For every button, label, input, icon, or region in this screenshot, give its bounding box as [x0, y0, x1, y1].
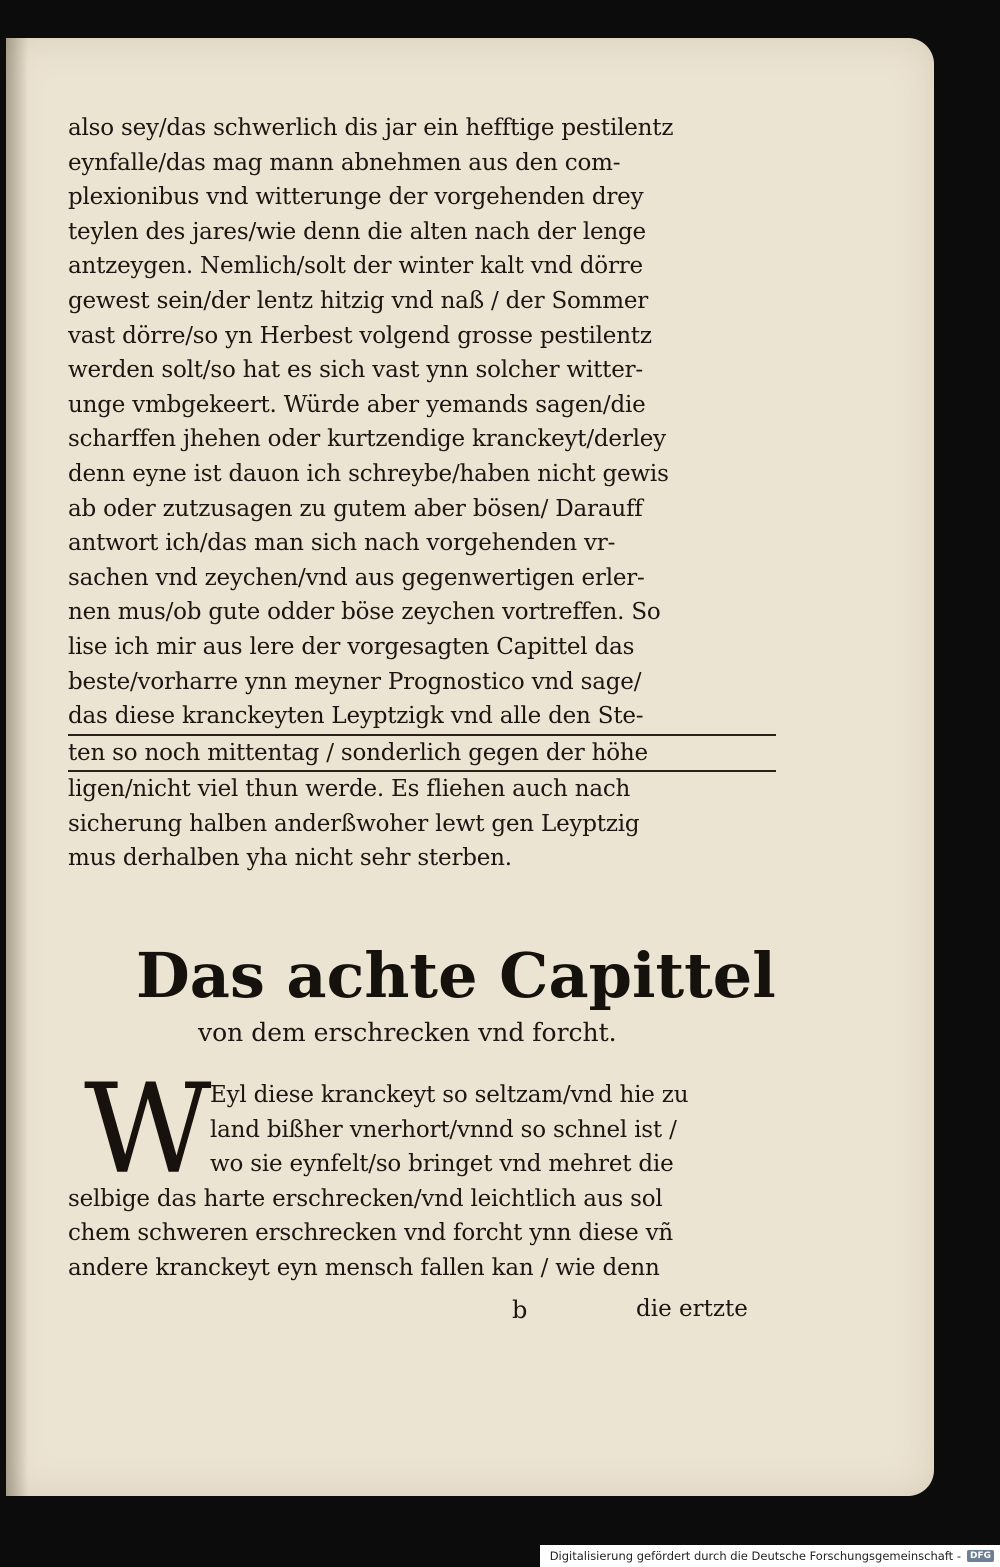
text-line: wo sie eynfelt/so bringet vnd mehret die	[210, 1151, 674, 1178]
text-line: mus derhalben yha nicht sehr sterben.	[68, 845, 512, 872]
book-page	[6, 38, 934, 1496]
text-line: eynfalle/das mag mann abnehmen aus den com-	[68, 149, 621, 176]
text-line: antzeygen. Nemlich/solt der winter kalt vnd dörre	[68, 253, 643, 280]
chapter-heading: Das achte Capittel	[136, 939, 776, 1012]
text-line: ab oder zutzusagen zu gutem aber bösen/ Darauff	[68, 495, 643, 522]
text-line: beste/vorharre ynn meyner Prognostico vnd sage/	[68, 668, 642, 695]
digitization-footer	[540, 1545, 1000, 1567]
text-line: gewest sein/der lentz hitzig vnd naß / der Sommer	[68, 287, 649, 314]
page-gutter-shadow	[6, 38, 28, 1496]
text-line: ligen/nicht viel thun werde. Es fliehen auch nach	[68, 776, 631, 803]
text-line: denn eyne ist dauon ich schreybe/haben nicht gewis	[68, 460, 669, 487]
text-line: plexionibus vnd witterunge der vorgehenden drey	[68, 184, 644, 211]
text-line: nen mus/ob gute odder böse zeychen vortreffen. So	[68, 599, 661, 626]
text-line: selbige das harte erschrecken/vnd leichtlich aus sol	[68, 1185, 663, 1212]
catchword: die ertzte	[636, 1296, 748, 1322]
text-line: sicherung halben anderßwoher lewt gen Leyptzig	[68, 810, 640, 837]
text-line: sachen vnd zeychen/vnd aus gegenwertigen erler-	[68, 564, 645, 591]
chapter-text-block	[68, 1078, 776, 1286]
text-line: vast dörre/so yn Herbest volgend grosse pestilentz	[68, 322, 652, 349]
text-line-underlined: ten so noch mittentag / sonderlich gegen der höhe	[68, 736, 776, 773]
text-line: lise ich mir aus lere der vorgesagten Capittel das	[68, 633, 635, 660]
main-text-block	[68, 111, 776, 876]
text-line: also sey/das schwerlich dis jar ein hefftige pestilentz	[68, 115, 674, 141]
text-line: teylen des jares/wie denn die alten nach der lenge	[68, 218, 646, 245]
text-line: chem schweren erschrecken vnd forcht ynn diese vñ	[68, 1220, 674, 1247]
text-line: antwort ich/das man sich nach vorgehenden vr-	[68, 530, 616, 557]
signature-mark: b	[512, 1296, 528, 1324]
drop-cap-initial: W	[84, 1058, 212, 1202]
text-line: andere kranckeyt eyn mensch fallen kan / wie denn	[68, 1254, 660, 1281]
text-line: werden solt/so hat es sich vast ynn solcher witter-	[68, 357, 643, 384]
text-line: Eyl diese kranckeyt so seltzam/vnd hie zu	[210, 1082, 689, 1108]
text-line: scharffen jhehen oder kurtzendige kranckeyt/derley	[68, 426, 666, 453]
chapter-subheading: von dem erschrecken vnd forcht.	[198, 1018, 617, 1047]
footer-credit-text: Digitalisierung gefördert durch die Deutsche Forschungsgemeinschaft -	[549, 1549, 961, 1563]
dfg-logo-icon: DFG	[967, 1550, 994, 1562]
text-line: unge vmbgekeert. Würde aber yemands sagen/die	[68, 391, 646, 418]
text-line: land bißher vnerhort/vnnd so schnel ist /	[210, 1116, 677, 1143]
text-line-underlined: das diese kranckeyten Leyptzigk vnd alle den Ste-	[68, 699, 776, 736]
